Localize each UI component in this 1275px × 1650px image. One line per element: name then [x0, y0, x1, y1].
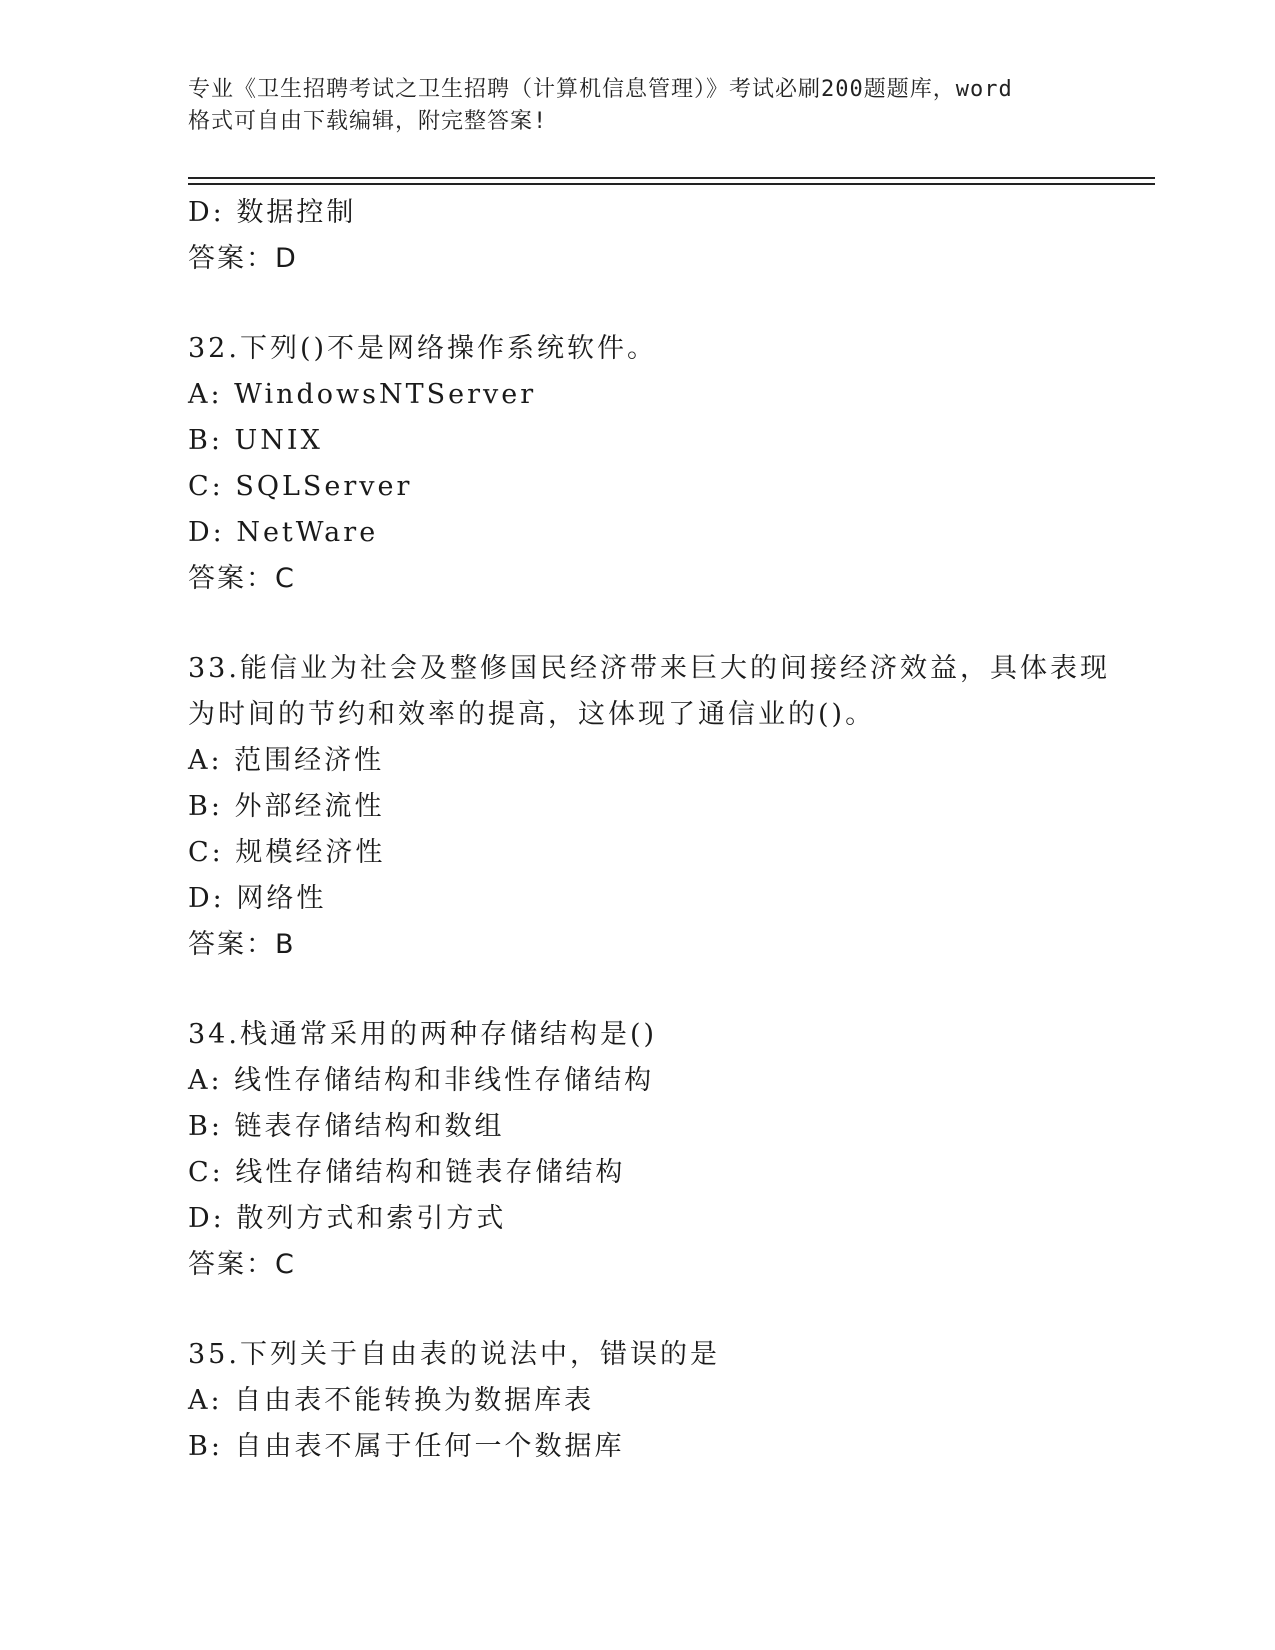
option-a: A: WindowsNTServer: [188, 379, 537, 410]
option-b: B: 外部经流性: [188, 791, 385, 822]
option-c: C: SQLServer: [188, 471, 413, 502]
question-list: [188, 190, 1110, 1470]
option-d: D: 网络性: [188, 883, 327, 914]
option-b: B: 链表存储结构和数组: [188, 1111, 505, 1142]
question-32: [188, 326, 1088, 602]
option-c: C: 规模经济性: [188, 837, 386, 868]
option-b: B: 自由表不属于任何一个数据库: [188, 1431, 625, 1462]
header-divider-top: [188, 177, 1155, 179]
option-a: A: 范围经济性: [188, 745, 385, 776]
option-a: A: 自由表不能转换为数据库表: [188, 1385, 595, 1416]
answer-label: 答案：C: [188, 563, 296, 594]
document-header: [188, 74, 1088, 138]
option-a: A: 线性存储结构和非线性存储结构: [188, 1065, 655, 1096]
answer-label: 答案：B: [188, 929, 296, 960]
option-b: B: UNIX: [188, 425, 323, 456]
option-d: D: 散列方式和索引方式: [188, 1203, 507, 1234]
question-text-line-2: 为时间的节约和效率的提高，这体现了通信业的()。: [188, 699, 876, 730]
header-line-2: 格式可自由下载编辑，附完整答案!: [188, 109, 548, 134]
header-line-1: 专业《卫生招聘考试之卫生招聘（计算机信息管理）》考试必刷200题题库，word: [188, 77, 1013, 102]
question-text: 34.栈通常采用的两种存储结构是(): [188, 1019, 658, 1050]
option-c: C: 线性存储结构和链表存储结构: [188, 1157, 626, 1188]
question-31-tail: [188, 190, 1088, 282]
question-text-line-1: 33.能信业为社会及整修国民经济带来巨大的间接经济效益，具体表现: [188, 653, 1110, 684]
question-35: [188, 1332, 1088, 1470]
answer-label: 答案：C: [188, 1249, 296, 1280]
option-d: D: 数据控制: [188, 197, 357, 228]
question-33: [188, 646, 1110, 968]
question-text: 32.下列()不是网络操作系统软件。: [188, 333, 658, 364]
question-34: [188, 1012, 1088, 1288]
header-divider-bottom: [188, 183, 1155, 185]
question-text: 35.下列关于自由表的说法中，错误的是: [188, 1339, 720, 1370]
option-d: D: NetWare: [188, 517, 379, 548]
answer-label: 答案：D: [188, 243, 298, 274]
